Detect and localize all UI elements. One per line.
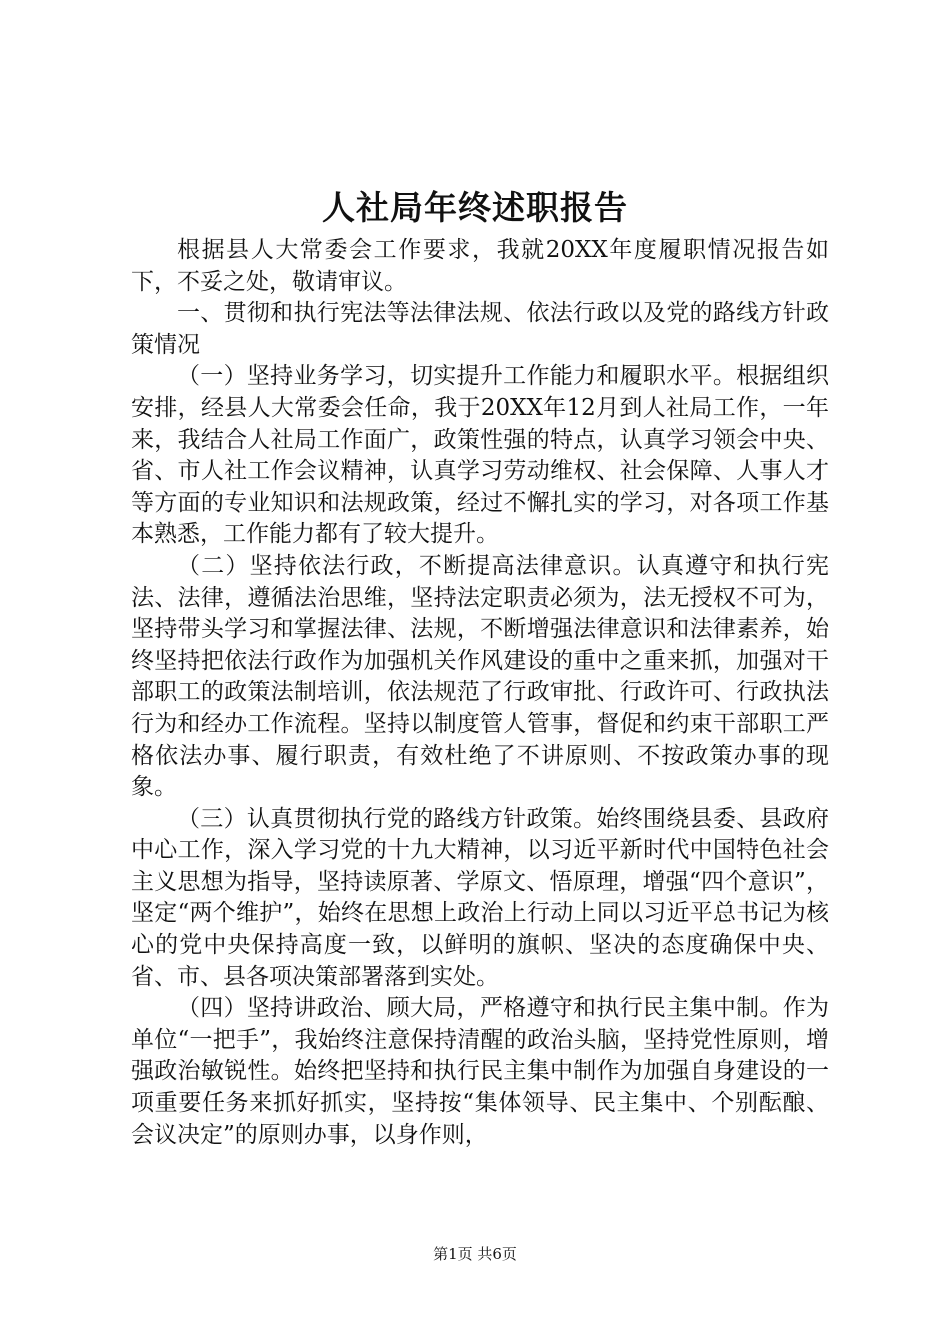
document-title: 人社局年终述职报告 <box>322 188 628 227</box>
document-body <box>131 235 829 1151</box>
paragraph-item-4: （四）坚持讲政治、顾大局，严格遵守和执行民主集中制。作为单位“一把手”，我始终注意保持清醒的政治头脑，坚持党性原则，增强政治敏锐性。始终把坚持和执行民主集中制作为加强自身建设的一项重要任务来抓好抓实，坚持按“集体领导、民主集中、个别酝酿、会议决定”的原则办事，以身作则， <box>131 995 829 1148</box>
paragraph-item-2: （二）坚持依法行政，不断提高法律意识。认真遵守和执行宪法、法律，遵循法治思维，坚持法定职责必须为，法无授权不可为，坚持带头学习和掌握法律、法规，不断增强法律意识和法律素养，始终坚持把依法行政作为加强机关作风建设的重中之重来抓，加强对干部职工的政策法制培训，依法规范了行政审批、行政许可、行政执法行为和经办工作流程。坚持以制度管人管事，督促和约束干部职工严格依法办事、履行职责，有效杜绝了不讲原则、不按政策办事的现象。 <box>131 552 829 801</box>
paragraph-intro: 根据县人大常委会工作要求，我就20XX年度履职情况报告如下，不妥之处，敬请审议。 <box>131 237 829 295</box>
page-footer: 第1页 共6页 <box>433 1245 517 1263</box>
paragraph-item-3: （三）认真贯彻执行党的路线方针政策。始终围绕县委、县政府中心工作，深入学习党的十九大精神，以习近平新时代中国特色社会主义思想为指导，坚持读原著、学原文、悟原理，增强“四个意识”，坚定“两个维护”，始终在思想上政治上行动上同以习近平总书记为核心的党中央保持高度一致，以鲜明的旗帜、坚决的态度确保中央、省、市、县各项决策部署落到实处。 <box>131 805 829 990</box>
section-heading-1: 一、贯彻和执行宪法等法律法规、依法行政以及党的路线方针政策情况 <box>131 300 829 358</box>
paragraph-item-1: （一）坚持业务学习，切实提升工作能力和履职水平。根据组织安排，经县人大常委会任命，我于20XX年12月到人社局工作，一年来，我结合人社局工作面广，政策性强的特点，认真学习领会中央、省、市人社工作会议精神，认真学习劳动维权、社会保障、人事人才等方面的专业知识和法规政策，经过不懈扎实的学习，对各项工作基本熟悉，工作能力都有了较大提升。 <box>131 363 829 548</box>
